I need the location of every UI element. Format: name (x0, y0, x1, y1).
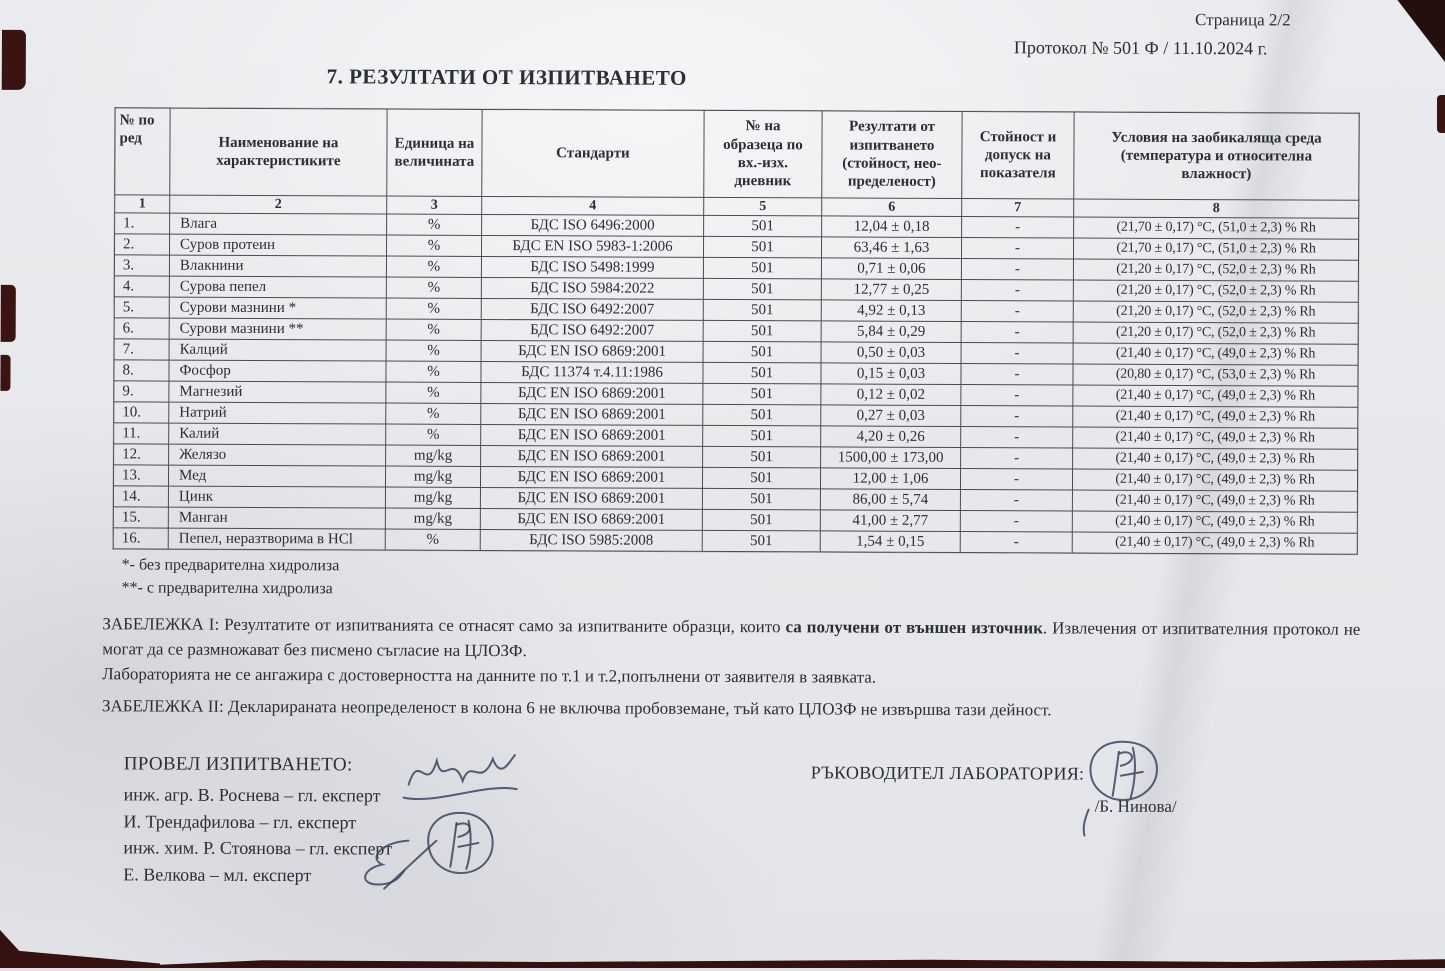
col-num-2: 2 (170, 195, 387, 214)
cell-unit: % (386, 382, 481, 403)
cell-standard: БДС EN ISO 5983-1:2006 (481, 235, 703, 257)
cell-sample-number: 501 (703, 320, 821, 342)
tester-name: инж. хим. Р. Стоянова – гл. експерт (123, 837, 393, 859)
cell-result: 1,54 ± 0,15 (820, 531, 960, 553)
header-results: Резултати от изпитването (стойност, нео- пределеност) (822, 111, 962, 199)
cell-sample-number: 501 (702, 530, 820, 552)
cell-result: 0,15 ± 0,03 (821, 363, 961, 385)
cell-characteristic-name: Сурови мазнини * (169, 297, 386, 319)
cell-result: 63,46 ± 1,63 (821, 237, 961, 259)
cell-standard: БДС ISO 6492:2007 (481, 319, 703, 341)
cell-conditions: (21,70 ± 0,17) °C, (51,0 ± 2,3) % Rh (1074, 217, 1359, 239)
cell-tolerance: - (961, 322, 1073, 343)
photo-edge-mark (1437, 95, 1445, 133)
footnote-with-hydrolysis: **- с предварителна хидролиза (121, 579, 333, 598)
cell-row-number: 11. (114, 423, 169, 444)
table-header-row (115, 108, 1359, 200)
cell-sample-number: 501 (703, 341, 821, 363)
cell-unit: % (386, 424, 481, 445)
cell-row-number: 6. (114, 318, 169, 339)
cell-characteristic-name: Магнезий (169, 381, 386, 403)
note-1-paragraph (102, 611, 1360, 666)
cell-tolerance: - (960, 490, 1072, 511)
header-sample-number: № на образеца по вх.-изх. дневник (704, 110, 822, 198)
cell-tolerance: - (961, 406, 1073, 427)
cell-row-number: 10. (114, 402, 169, 423)
cell-row-number: 8. (114, 360, 169, 381)
cell-characteristic-name: Влакнини (169, 255, 386, 277)
cell-standard: БДС EN ISO 6869:2001 (480, 508, 702, 530)
note-1-text-after: . Извлечения от изпитвателния протокол не могат да се размножават без писмено съгласие на ЦЛОЗФ. (102, 618, 1361, 661)
cell-result: 0,12 ± 0,02 (821, 384, 961, 406)
cell-standard: БДС ISO 6496:2000 (482, 214, 704, 236)
cell-sample-number: 501 (703, 404, 821, 426)
cell-standard: БДС EN ISO 6869:2001 (481, 403, 703, 425)
cell-result: 0,27 ± 0,03 (821, 405, 961, 427)
cell-unit: % (386, 235, 481, 256)
cell-sample-number: 501 (703, 425, 821, 447)
cell-characteristic-name: Фосфор (169, 360, 386, 382)
cell-characteristic-name: Цинк (168, 486, 385, 508)
cell-sample-number: 501 (703, 383, 821, 405)
cell-tolerance: - (961, 301, 1073, 322)
cell-row-number: 15. (113, 507, 168, 528)
cell-sample-number: 501 (702, 488, 820, 510)
header-characteristic: Наименование на характеристиките (170, 108, 387, 196)
cell-characteristic-name: Мед (168, 465, 385, 487)
cell-tolerance: - (961, 280, 1073, 301)
cell-conditions: (21,20 ± 0,17) °C, (52,0 ± 2,3) % Rh (1073, 280, 1358, 302)
results-table-body (113, 213, 1358, 554)
cell-characteristic-name: Сурови мазнини ** (169, 318, 386, 340)
photo-edge-mark (0, 355, 10, 391)
cell-unit: % (387, 214, 482, 235)
cell-unit: mg/kg (386, 445, 481, 466)
cell-tolerance: - (960, 532, 1072, 553)
cell-conditions: (21,40 ± 0,17) °C, (49,0 ± 2,3) % Rh (1072, 532, 1357, 554)
cell-result: 0,71 ± 0,06 (821, 258, 961, 280)
cell-unit: % (386, 403, 481, 424)
cell-conditions: (21,20 ± 0,17) °C, (52,0 ± 2,3) % Rh (1073, 322, 1358, 344)
lab-head-title: РЪКОВОДИТЕЛ ЛАБОРАТОРИЯ: (810, 762, 1085, 784)
cell-sample-number: 501 (703, 236, 821, 258)
cell-standard: БДС EN ISO 6869:2001 (481, 445, 703, 467)
cell-row-number: 3. (114, 255, 169, 276)
cell-tolerance: - (962, 217, 1074, 238)
cell-sample-number: 501 (703, 278, 821, 300)
cell-sample-number: 501 (703, 257, 821, 279)
cell-characteristic-name: Манган (168, 507, 385, 529)
header-unit: Единица на величината (387, 109, 482, 196)
cell-result: 12,00 ± 1,06 (820, 468, 960, 490)
cell-standard: БДС ISO 6492:2007 (481, 298, 703, 320)
testers-block-title: ПРОВЕЛ ИЗПИТВАНЕТО: (123, 753, 353, 776)
cell-sample-number: 501 (702, 467, 820, 489)
tester-name: И. Трендафилова – гл. експерт (123, 810, 357, 832)
cell-conditions: (21,40 ± 0,17) °C, (49,0 ± 2,3) % Rh (1072, 469, 1357, 491)
cell-row-number: 12. (114, 444, 169, 465)
cell-row-number: 13. (113, 465, 168, 486)
cell-row-number: 5. (114, 297, 169, 318)
cell-characteristic-name: Калий (169, 423, 386, 445)
cell-row-number: 16. (113, 528, 168, 549)
cell-result: 86,00 ± 5,74 (820, 489, 960, 511)
cell-characteristic-name: Калций (169, 339, 386, 361)
cell-row-number: 4. (114, 276, 169, 297)
cell-sample-number: 501 (703, 362, 821, 384)
cell-conditions: (21,40 ± 0,17) °C, (49,0 ± 2,3) % Rh (1073, 427, 1358, 449)
cell-unit: mg/kg (385, 508, 480, 529)
cell-sample-number: 501 (702, 509, 820, 531)
cell-row-number: 2. (114, 234, 169, 255)
cell-tolerance: - (960, 469, 1072, 490)
cell-row-number: 9. (114, 381, 169, 402)
cell-result: 5,84 ± 0,29 (821, 321, 961, 343)
photo-edge-mark (2, 30, 26, 90)
cell-standard: БДС EN ISO 6869:2001 (481, 382, 703, 404)
results-table-wrap (113, 107, 1360, 554)
cell-conditions: (21,20 ± 0,17) °C, (52,0 ± 2,3) % Rh (1073, 301, 1358, 323)
footnote-no-hydrolysis: *- без предварителна хидролиза (121, 556, 340, 575)
cell-row-number: 14. (113, 486, 168, 507)
cell-result: 12,04 ± 0,18 (822, 216, 962, 238)
cell-standard: БДС 11374 т.4.11:1986 (481, 361, 703, 383)
cell-tolerance: - (961, 259, 1073, 280)
cell-tolerance: - (961, 364, 1073, 385)
cell-unit: % (385, 529, 480, 550)
note-1-text-before: Резултатите от изпитванията се отнасят само за изпитваните образци, които (224, 614, 781, 637)
cell-tolerance: - (961, 343, 1073, 364)
cell-result: 1500,00 ± 173,00 (821, 447, 961, 469)
cell-unit: % (386, 256, 481, 277)
cell-unit: mg/kg (385, 466, 480, 487)
note-1 (102, 611, 1360, 691)
testers-signature-block (123, 753, 392, 888)
cell-characteristic-name: Сурова пепел (169, 276, 386, 298)
cell-unit: % (386, 361, 481, 382)
note-1-label: ЗАБЕЛЕЖКА I: (102, 614, 220, 634)
section-title: 7. РЕЗУЛТАТИ ОТ ИЗПИТВАНЕТО (326, 64, 687, 90)
page-number-label: Страница 2/2 (1194, 10, 1291, 30)
protocol-number-line: Протокол № 501 Ф / 11.10.2024 г. (1013, 37, 1268, 59)
col-num-7: 7 (962, 199, 1074, 217)
cell-standard: БДС EN ISO 6869:2001 (481, 424, 703, 446)
cell-conditions: (21,40 ± 0,17) °C, (49,0 ± 2,3) % Rh (1073, 448, 1358, 470)
cell-conditions: (21,40 ± 0,17) °C, (49,0 ± 2,3) % Rh (1073, 385, 1358, 407)
cell-result: 41,00 ± 2,77 (820, 510, 960, 532)
signature-rosneva-ink (401, 743, 521, 808)
cell-standard: БДС EN ISO 6869:2001 (481, 340, 703, 362)
tester-name: инж. агр. В. Роснева – гл. експерт (123, 784, 381, 806)
results-table (113, 107, 1360, 554)
cell-standard: БДС ISO 5498:1999 (481, 256, 703, 278)
cell-result: 4,20 ± 0,26 (821, 426, 961, 448)
cell-conditions: (21,40 ± 0,17) °C, (49,0 ± 2,3) % Rh (1073, 343, 1358, 365)
col-num-6: 6 (822, 198, 962, 217)
header-row-number: № по ред (115, 108, 170, 195)
cell-tolerance: - (961, 427, 1073, 448)
cell-characteristic-name: Влага (170, 213, 387, 235)
note-1-bold-text: са получени от външен източник (785, 617, 1043, 638)
lab-head-name: /Б. Нинова/ (1094, 796, 1177, 816)
tester-name: Е. Велкова – мл. експерт (123, 863, 312, 885)
col-num-3: 3 (387, 196, 482, 214)
cell-tolerance: - (961, 385, 1073, 406)
cell-result: 4,92 ± 0,13 (821, 300, 961, 322)
cell-sample-number: 501 (703, 299, 821, 321)
cell-unit: % (386, 340, 481, 361)
cell-row-number: 7. (114, 339, 169, 360)
col-num-5: 5 (704, 197, 822, 216)
cell-sample-number: 501 (704, 215, 822, 237)
cell-unit: mg/kg (385, 487, 480, 508)
col-num-1: 1 (115, 195, 170, 213)
cell-conditions: (21,40 ± 0,17) °C, (49,0 ± 2,3) % Rh (1072, 490, 1357, 512)
lab-head-signature-block (811, 762, 1177, 817)
signature-stoyanova-ink (422, 809, 498, 879)
cell-conditions: (21,20 ± 0,17) °C, (52,0 ± 2,3) % Rh (1073, 259, 1358, 281)
cell-conditions: (21,70 ± 0,17) °C, (51,0 ± 2,3) % Rh (1073, 238, 1358, 260)
cell-unit: % (386, 277, 481, 298)
note-1-line-2: Лабораторията не се ангажира с достоверността на данните по т.1 и т.2,попълнени от заявителя в заявката. (102, 664, 877, 687)
header-conditions: Условия на заобикаляща среда (температура и относителна влажност) (1074, 112, 1359, 200)
cell-standard: БДС ISO 5984:2022 (481, 277, 703, 299)
cell-sample-number: 501 (703, 446, 821, 468)
cell-row-number: 1. (115, 213, 170, 234)
cell-unit: % (386, 298, 481, 319)
cell-unit: % (386, 319, 481, 340)
cell-conditions: (20,80 ± 0,17) °C, (53,0 ± 2,3) % Rh (1073, 364, 1358, 386)
cell-result: 0,50 ± 0,03 (821, 342, 961, 364)
photo-edge-mark (1, 285, 16, 342)
note-2: ЗАБЕЛЕЖКА II: Декларираната неопределеност в колона 6 не включва пробовземане, тъй като ЦЛОЗФ не извършва тази дейност. (101, 696, 1052, 720)
cell-characteristic-name: Натрий (169, 402, 386, 424)
col-num-8: 8 (1074, 199, 1359, 218)
cell-tolerance: - (961, 238, 1073, 259)
cell-characteristic-name: Пепел, неразтворима в HCl (168, 528, 385, 550)
cell-standard: БДС EN ISO 6869:2001 (480, 487, 702, 509)
cell-conditions: (21,40 ± 0,17) °C, (49,0 ± 2,3) % Rh (1073, 406, 1358, 428)
cell-standard: БДС ISO 5985:2008 (480, 529, 702, 551)
col-num-4: 4 (482, 196, 704, 215)
cell-characteristic-name: Желязо (169, 444, 386, 466)
cell-standard: БДС EN ISO 6869:2001 (480, 466, 702, 488)
header-tolerance: Стойност и допуск на показателя (962, 112, 1074, 199)
cell-characteristic-name: Суров протеин (169, 234, 386, 256)
cell-result: 12,77 ± 0,25 (821, 279, 961, 301)
cell-conditions: (21,40 ± 0,17) °C, (49,0 ± 2,3) % Rh (1072, 511, 1357, 533)
header-standards: Стандарти (482, 109, 704, 197)
cell-tolerance: - (960, 511, 1072, 532)
cell-tolerance: - (961, 448, 1073, 469)
